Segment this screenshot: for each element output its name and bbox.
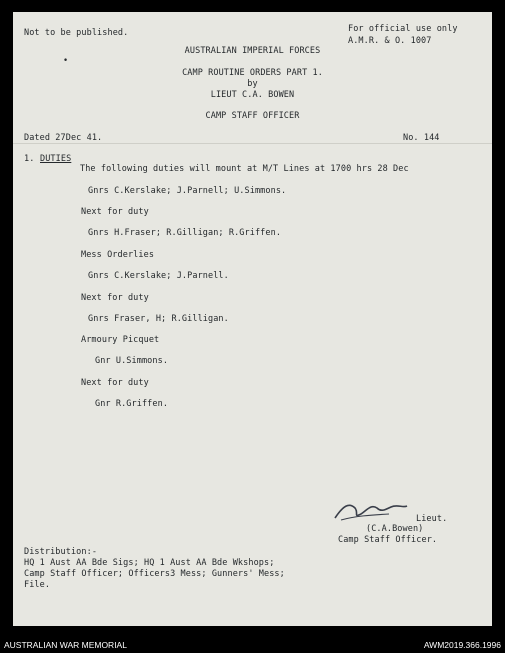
duty-line: Gnr U.Simmons.	[95, 356, 169, 366]
signatory-name: (C.A.Bowen)	[366, 524, 424, 534]
section-heading: DUTIES	[40, 154, 72, 164]
distribution-line: Camp Staff Officer; Officers3 Mess; Gunners' Mess;	[24, 569, 285, 579]
header-rule	[13, 143, 492, 144]
order-date: Dated 27Dec 41.	[24, 133, 103, 143]
order-number: No. 144	[403, 133, 440, 143]
title-line-5: CAMP STAFF OFFICER	[205, 111, 300, 121]
distribution-line: HQ 1 Aust AA Bde Sigs; HQ 1 Aust AA Bde Wkshops;	[24, 558, 275, 568]
duty-line: Gnr R.Griffen.	[95, 399, 169, 409]
signatory-title: Camp Staff Officer.	[338, 535, 438, 545]
duty-line: Next for duty	[81, 293, 149, 303]
title-line-1: AUSTRALIAN IMPERIAL FORCES	[184, 46, 321, 56]
handwritten-signature	[331, 498, 411, 524]
form-reference: A.M.R. & O. 1007	[348, 36, 432, 46]
section-intro: The following duties will mount at M/T Lines at 1700 hrs 28 Dec	[80, 164, 409, 174]
duty-line: Mess Orderlies	[81, 250, 155, 260]
duty-line: Gnrs C.Kerslake; J.Parnell; U.Simmons.	[88, 186, 287, 196]
duty-line: Gnrs C.Kerslake; J.Parnell.	[88, 271, 229, 281]
document-page	[13, 12, 492, 626]
signatory-rank: Lieut.	[416, 514, 448, 524]
duty-line: Armoury Picquet	[81, 335, 160, 345]
duty-line: Next for duty	[81, 378, 149, 388]
title-line-4: LIEUT C.A. BOWEN	[210, 90, 295, 100]
duty-line: Gnrs Fraser, H; R.Gilligan.	[88, 314, 229, 324]
official-use-notice: For official use only	[348, 24, 458, 34]
title-line-2: CAMP ROUTINE ORDERS PART 1.	[182, 68, 323, 78]
duty-line: Gnrs H.Fraser; R.Gilligan; R.Griffen.	[88, 228, 282, 238]
publication-notice: Not to be published.	[24, 28, 129, 38]
title-line-3: by	[247, 79, 258, 89]
archive-credit: AUSTRALIAN WAR MEMORIAL	[4, 640, 127, 650]
duty-line: Next for duty	[81, 207, 149, 217]
mark-dot: •	[63, 56, 69, 66]
distribution-line: File.	[24, 580, 51, 590]
distribution-label: Distribution:-	[24, 547, 98, 557]
section-number: 1.	[24, 154, 35, 164]
archive-reference: AWM2019.366.1996	[423, 640, 501, 650]
